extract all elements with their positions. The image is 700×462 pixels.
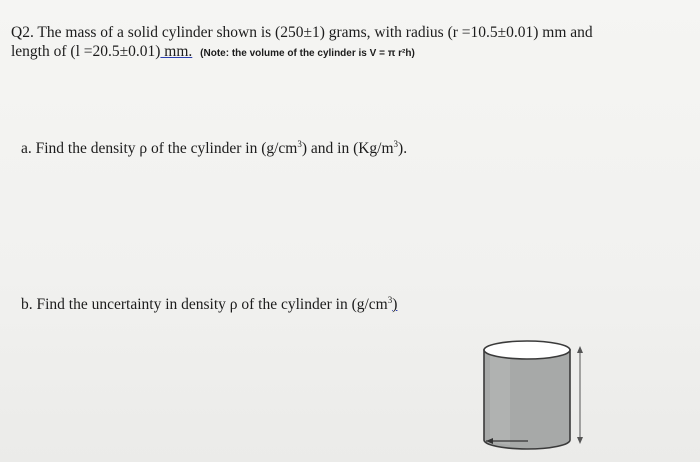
question-text-1: Q2. The mass of a solid cylinder shown is (250±1) grams, with radius (r =10.5±0.01) mm and bbox=[11, 24, 593, 41]
question-length-unit: mm. bbox=[160, 43, 193, 60]
part-a-text-1: a. Find the density ρ of the cylinder in (g/cm bbox=[21, 140, 298, 157]
part-a-superscript-2: 3 bbox=[393, 139, 399, 149]
part-a-superscript-1: 3 bbox=[297, 139, 302, 149]
cylinder-figure bbox=[470, 335, 590, 455]
volume-note: (Note: the volume of the cylinder is V = π r²h) bbox=[200, 48, 415, 59]
part-b-text-1: b. Find the uncertainty in density ρ of the cylinder in (g/cm bbox=[21, 296, 388, 313]
question-line-2 bbox=[11, 43, 415, 63]
part-b-question bbox=[21, 296, 397, 314]
part-b-superscript-1: 3 bbox=[387, 295, 393, 305]
part-a-question bbox=[21, 140, 407, 158]
part-b-text-2: ) bbox=[392, 296, 398, 313]
question-length-text: length of (l =20.5±0.01) bbox=[11, 43, 161, 60]
question-line-1 bbox=[11, 24, 593, 42]
part-a-text-2: ) and in (Kg/m bbox=[301, 140, 394, 157]
part-a-text-3: ). bbox=[398, 140, 408, 157]
cylinder-icon bbox=[470, 335, 590, 455]
